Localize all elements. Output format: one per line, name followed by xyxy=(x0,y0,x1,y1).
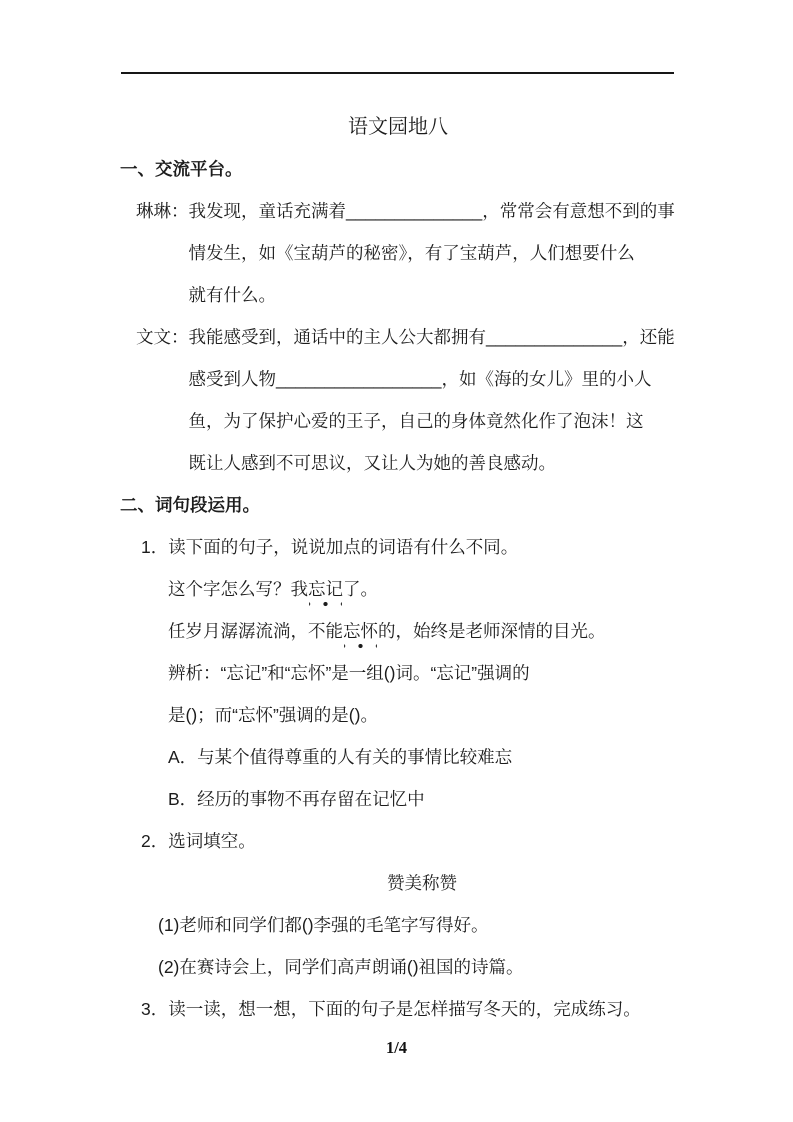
sub-item-2: (2)在赛诗会上，同学们高声朗诵()祖国的诗篇。 xyxy=(158,957,524,977)
section-2-heading: 二、词句段运用。 xyxy=(120,495,260,515)
speech-text xyxy=(189,316,677,484)
emphasized-word: 忘记 xyxy=(308,579,343,599)
speech-line: 感受到人物_________________，如《海的女儿》里的小人 xyxy=(188,369,652,389)
speaker-label: 文文： xyxy=(136,327,189,347)
word-bank: 赞美称赞 xyxy=(387,873,457,893)
item-prompt: 选词填空。 xyxy=(168,831,256,851)
speech-line: 就有什么。 xyxy=(188,285,276,305)
speaker-label: 琳琳： xyxy=(136,201,189,221)
sentence-text: 了。 xyxy=(343,579,378,599)
worksheet-content xyxy=(120,106,676,1030)
analysis-line: 是()；而“忘怀”强调的是()。 xyxy=(168,705,378,725)
item-2 xyxy=(120,820,676,862)
emphasized-word: 忘怀 xyxy=(343,621,378,641)
item-1 xyxy=(120,526,676,568)
item-number: 2． xyxy=(141,831,169,851)
option-a: A．与某个值得尊重的人有关的事情比较难忘 xyxy=(168,747,513,767)
dialogue-row-wenwen xyxy=(120,316,676,484)
analysis-line: 辨析：“忘记”和“忘怀”是一组()词。“忘记”强调的 xyxy=(168,663,530,683)
doc-title: 语文园地八 xyxy=(348,116,448,138)
speech-line: 我发现，童话充满着______________，常常会有意想不到的事 xyxy=(188,201,675,221)
speech-line: 我能感受到，通话中的主人公大都拥有______________，还能 xyxy=(188,327,675,347)
sentence-text: 的，始终是老师深情的目光。 xyxy=(378,621,606,641)
section-1-heading: 一、交流平台。 xyxy=(120,159,243,179)
dialogue-row-linlin xyxy=(120,190,676,316)
item-number: 1． xyxy=(141,537,169,557)
speech-line: 鱼，为了保护心爱的王子，自己的身体竟然化作了泡沫！这 xyxy=(188,411,644,431)
sentence-text: 这个字怎么写？我 xyxy=(168,579,308,599)
example-sentence-1 xyxy=(120,568,676,610)
example-sentence-2 xyxy=(120,610,676,652)
speech-line: 既让人感到不可思议，又让人为她的善良感动。 xyxy=(188,453,556,473)
speech-text xyxy=(189,190,677,316)
sentence-text: 任岁月潺潺流淌，不能 xyxy=(168,621,343,641)
header-rule xyxy=(121,72,674,74)
item-3 xyxy=(120,988,676,1030)
item-prompt: 读下面的句子，说说加点的词语有什么不同。 xyxy=(168,537,519,557)
page-number: 1/4 xyxy=(385,1038,408,1057)
option-b: B．经历的事物不再存留在记忆中 xyxy=(168,789,425,809)
item-number: 3． xyxy=(141,999,169,1019)
sub-item-1: (1)老师和同学们都()李强的毛笔字写得好。 xyxy=(158,915,489,935)
speech-line: 情发生，如《宝葫芦的秘密》，有了宝葫芦，人们想要什么 xyxy=(188,243,635,263)
item-prompt: 读一读，想一想，下面的句子是怎样描写冬天的，完成练习。 xyxy=(168,999,641,1019)
